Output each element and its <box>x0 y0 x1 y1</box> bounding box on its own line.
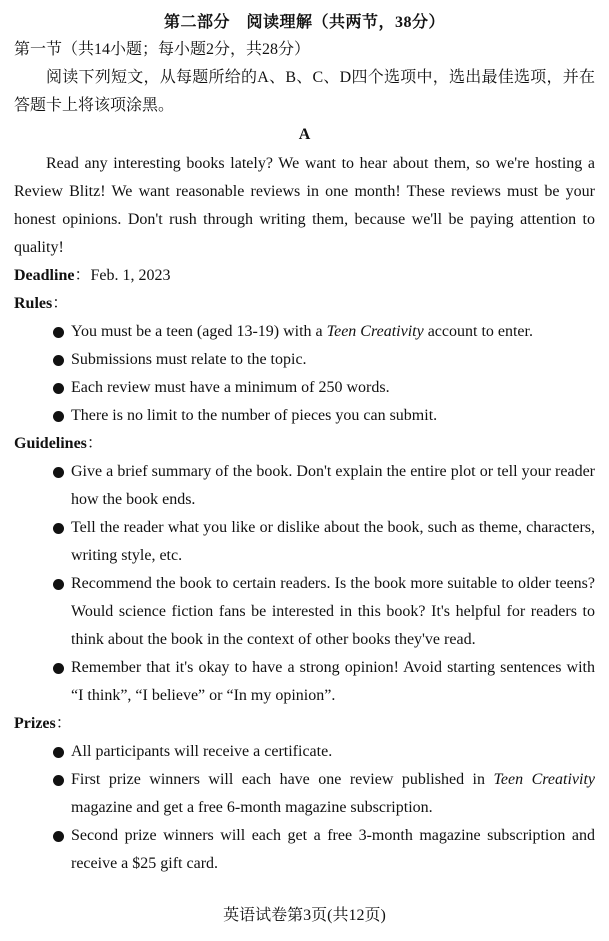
bullet-dot-icon <box>53 831 64 842</box>
part-title: 第二部分 阅读理解（共两节，38分） <box>163 14 445 31</box>
list-item: Second prize winners will each get a free 3-month magazine subscription and receive a $25 gift card. <box>14 822 595 878</box>
rules-heading: Rules： <box>14 295 69 312</box>
page-footer: 英语试卷第3页(共12页) <box>223 907 386 924</box>
list-item: Tell the reader what you like or dislike about the book, such as theme, characters, writing style, etc. <box>14 514 595 570</box>
bullet-dot-icon <box>53 411 64 422</box>
passage-intro: Read any interesting books lately? We want to hear about them, so we're hosting a Review Blitz! We want reasonable reviews in one month! These reviews must be your honest opinions. Don't rush through writing them, because we'll be paying attention to quality! <box>14 155 595 256</box>
list-item: Submissions must relate to the topic. <box>14 346 595 374</box>
deadline-line: Deadline：Feb. 1, 2023 <box>14 267 171 284</box>
bullet-dot-icon <box>53 383 64 394</box>
list-item: There is no limit to the number of pieces you can submit. <box>14 402 595 430</box>
list-item: Remember that it's okay to have a strong opinion! Avoid starting sentences with “I think”, “I believe” or “In my opinion”. <box>14 654 595 710</box>
bullet-dot-icon <box>53 747 64 758</box>
guidelines-heading: Guidelines： <box>14 435 103 452</box>
bullet-dot-icon <box>53 663 64 674</box>
bullet-dot-icon <box>53 523 64 534</box>
bullet-dot-icon <box>53 355 64 366</box>
list-item: You must be a teen (aged 13-19) with a Teen Creativity account to enter. <box>14 318 595 346</box>
deadline-label: Deadline <box>14 267 75 284</box>
prizes-list <box>14 738 595 878</box>
list-item: All participants will receive a certificate. <box>14 738 595 766</box>
prizes-heading: Prizes： <box>14 715 72 732</box>
bullet-dot-icon <box>53 579 64 590</box>
bullet-dot-icon <box>53 775 64 786</box>
list-item: Give a brief summary of the book. Don't explain the entire plot or tell your reader how the book ends. <box>14 458 595 514</box>
guidelines-list <box>14 458 595 710</box>
section-title: 第一节（共14小题；每小题2分，共28分） <box>14 41 311 58</box>
list-item: Recommend the book to certain readers. Is the book more suitable to older teens? Would science fiction fans be interested in this book? It's helpful for readers to think about the book in the context of other books they've read. <box>14 570 595 654</box>
instructions: 阅读下列短文，从每题所给的A、B、C、D四个选项中，选出最佳选项，并在答题卡上将该项涂黑。 <box>14 69 595 114</box>
deadline-value: Feb. 1, 2023 <box>90 267 171 284</box>
bullet-dot-icon <box>53 467 64 478</box>
bullet-dot-icon <box>53 327 64 338</box>
passage-letter: A <box>298 126 311 143</box>
list-item: Each review must have a minimum of 250 words. <box>14 374 595 402</box>
list-item: First prize winners will each have one review published in Teen Creativity magazine and get a free 6-month magazine subscription. <box>14 766 595 822</box>
rules-list <box>14 318 595 430</box>
